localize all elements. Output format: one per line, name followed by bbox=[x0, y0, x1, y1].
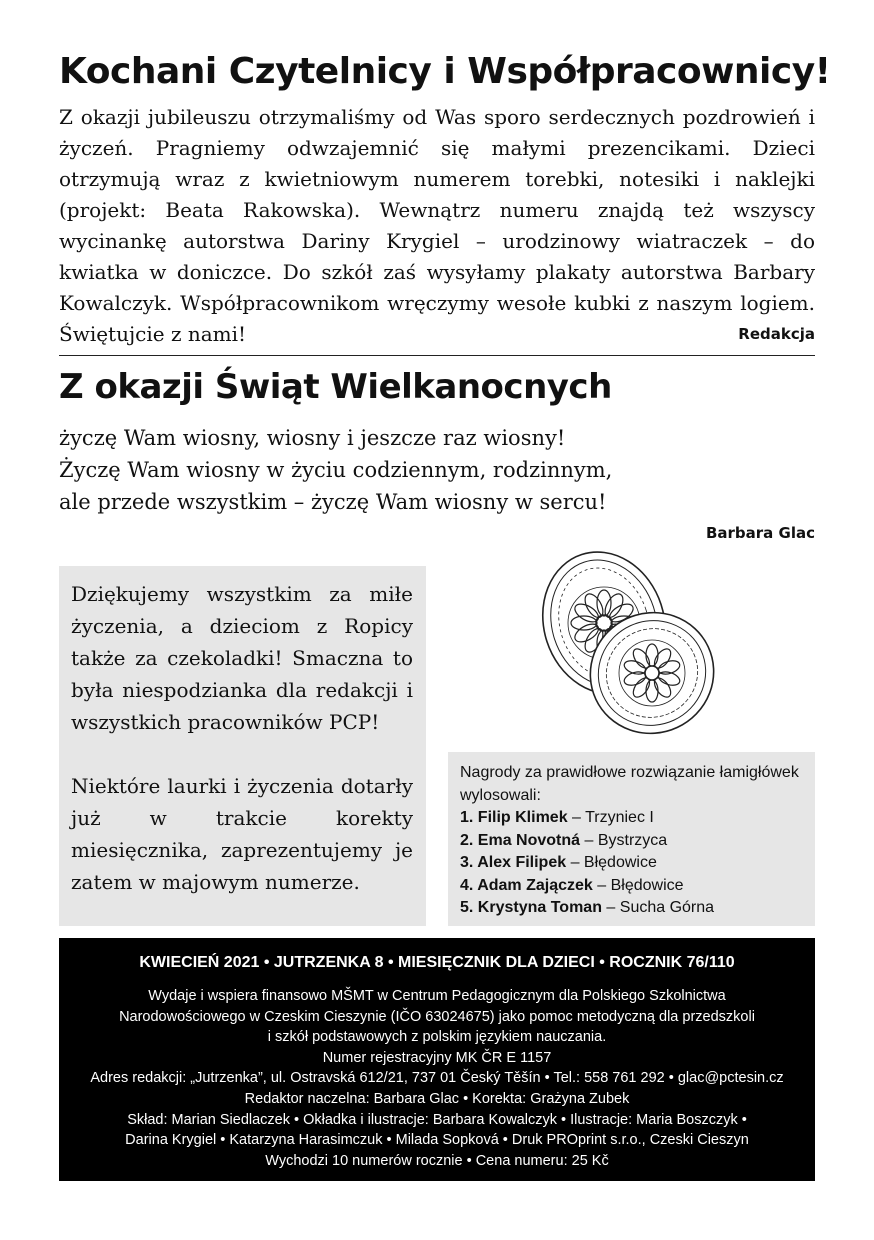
winner-item bbox=[460, 852, 803, 875]
easter-signature: Barbara Glac bbox=[705, 524, 815, 542]
winner-item bbox=[460, 897, 803, 920]
article-signature: Redakcja bbox=[738, 325, 815, 343]
wish-line: życzę Wam wiosny, wiosny i jeszcze raz wiosny! bbox=[59, 426, 566, 450]
wish-line: ale przede wszystkim – życzę Wam wiosny w sercu! bbox=[59, 490, 607, 514]
winner-item bbox=[460, 807, 803, 830]
winner-place: – Błędowice bbox=[592, 876, 684, 894]
thanks-paragraph: Dziękujemy wszystkim za miłe życzenia, a dzieciom z Ropicy także za czekoladki! Smaczna to była niespodzianka dla redakcji i wszystkich pracowników PCP! bbox=[71, 582, 413, 734]
imprint-line: Narodowościowego w Czeskim Cieszynie (IČO 63024675) jako pomoc metodyczną dla przedszkoli bbox=[119, 1008, 755, 1025]
imprint-line: Darina Krygiel • Katarzyna Harasimczuk • Milada Sopková • Druk PROprint s.r.o., Czeski Cieszyn bbox=[125, 1132, 749, 1149]
winner-number: 4. bbox=[460, 876, 474, 894]
thanks-paragraph: Niektóre laurki i życzenia dotarły już w trakcie korekty miesięcznika, zaprezentujemy je zatem w majowym numerze. bbox=[71, 774, 413, 894]
imprint-line: Adres redakcji: „Jutrzenka”, ul. Ostravská 612/21, 737 01 Český Těšín • Tel.: 558 761 292 • glac@pctesin.cz bbox=[90, 1070, 784, 1087]
page-content bbox=[59, 50, 831, 544]
imprint-line: Redaktor naczelna: Barbara Glac • Korekta: Grażyna Zubek bbox=[244, 1090, 630, 1107]
winner-number: 3. bbox=[460, 854, 474, 871]
divider bbox=[59, 355, 815, 356]
winner-name: Adam Zajączek bbox=[477, 876, 593, 894]
imprint-line: Numer rejestracyjny MK ČR E 1157 bbox=[322, 1049, 552, 1066]
winner-name: Krystyna Toman bbox=[477, 899, 602, 916]
imprint-line: i szkół podstawowych z polskim językiem nauczania. bbox=[267, 1029, 607, 1046]
winner-name: Filip Klimek bbox=[477, 809, 568, 826]
thanks-box bbox=[59, 566, 426, 926]
issue-header: KWIECIEŃ 2021 • JUTRZENKA 8 • MIESIĘCZNIK DLA DZIECI • ROCZNIK 76/110 bbox=[139, 954, 735, 971]
wish-line: Życzę Wam wiosny w życiu codziennym, rodzinnym, bbox=[59, 458, 613, 482]
winner-item bbox=[460, 875, 803, 898]
winner-place: – Bystrzyca bbox=[580, 831, 668, 849]
winner-place: – Sucha Górna bbox=[601, 899, 715, 916]
easter-title: Z okazji Świąt Wielkanocnych bbox=[59, 367, 612, 407]
easter-eggs-illustration bbox=[522, 545, 730, 741]
article-body: Z okazji jubileuszu otrzymaliśmy od Was sporo serdecznych pozdrowień i życzeń. Pragniemy odwzajemnić się małymi prezencikami. Dzieci otrzymują wraz z kwietniowym numerem torebki, notesiki i naklejki (projekt: Beata Rakowska). Wewnątrz numeru znajdą też wszyscy wycinankę autorstwa Dariny Krygiel – urodzinowy wiatraczek – do kwiatka w doniczce. Do szkół zaś wysyłamy plakaty autorstwa Barbary Kowalczyk. Współpracownikom wręczymy wesołe kubki z naszym logiem. Świętujcie z nami! bbox=[59, 105, 815, 346]
imprint-line: Wydaje i wspiera finansowo MŠMT w Centrum Pedagogicznym dla Polskiego Szkolnictwa bbox=[148, 988, 726, 1004]
winner-name: Ema Novotná bbox=[477, 831, 581, 849]
winner-number: 2. bbox=[460, 831, 474, 849]
winner-name: Alex Filipek bbox=[477, 854, 567, 871]
winner-place: – Błędowice bbox=[566, 854, 657, 871]
article-title: Kochani Czytelnicy i Współpracownicy! bbox=[59, 51, 831, 92]
winner-place: – Trzyniec I bbox=[567, 809, 654, 826]
easter-wishes bbox=[59, 422, 815, 518]
imprint-footer bbox=[59, 938, 815, 1181]
imprint-line: Wychodzi 10 numerów rocznie • Cena numeru: 25 Kč bbox=[265, 1152, 609, 1169]
winner-number: 1. bbox=[460, 809, 474, 826]
winners-list bbox=[460, 807, 803, 920]
prizes-label: Nagrody za prawidłowe rozwiązanie łamigłówek wylosowali: bbox=[460, 764, 799, 804]
imprint-line: Skład: Marian Siedlaczek • Okładka i ilustracje: Barbara Kowalczyk • Ilustracje: Maria Boszczyk • bbox=[127, 1111, 747, 1128]
prizes-box bbox=[448, 752, 815, 926]
winner-item bbox=[460, 830, 803, 853]
winner-number: 5. bbox=[460, 899, 474, 916]
